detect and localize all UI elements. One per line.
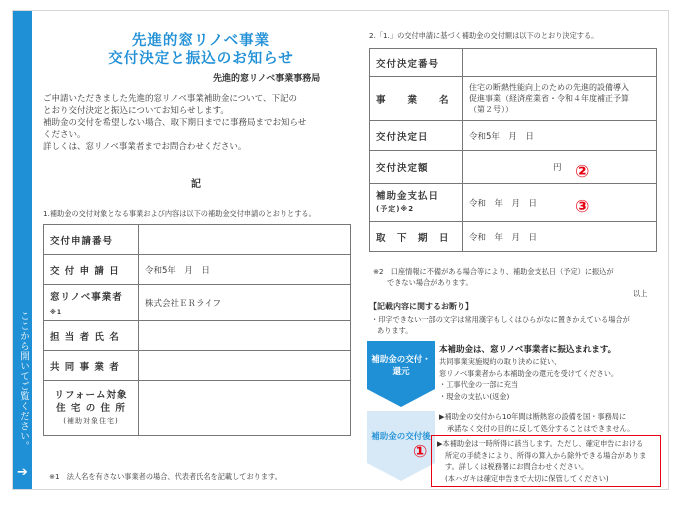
marker-1: ① (413, 442, 428, 462)
table-row: 取 下 期 日 令和 年 月 日 (370, 222, 657, 252)
box2-text-bottom: ▶本補助金は一時所得に該当します。ただし、確定申告における 所定の手続きにより、所得の算入から除外できる場合がありま す。詳しくは税務署にお問合わせください。 (本ハガキは確定申告まで大切に保管してください) (437, 439, 647, 483)
table-row: 補助金支払日 (予定)※2 令和 年 月 日 (370, 184, 657, 222)
box2-label: 補助金の交付後 (371, 432, 431, 442)
table-row: 交付申請番号 (44, 225, 351, 255)
box1-heading: 本補助金は、窓リノベ事業者に振込まれます。 (439, 345, 617, 355)
notice-text: ・印字できない一部の文字は常用漢字もしくはひらがなに置きかえている場合が あります。 (371, 315, 630, 335)
office-name: 先進的窓リノベ事業事務局 (213, 74, 321, 84)
table-row: 共 同 事 業 者 (44, 351, 351, 381)
marker-3: ③ (575, 197, 590, 217)
footnote-2: ※2 口座情報に不備がある場合等により、補助金支払日（予定）に振込が できない場合があります。 (373, 267, 614, 287)
grant-table (369, 48, 657, 252)
table-row: 事 業 名 住宅の断熱性能向上のための先進的設備導入 促進事業（経済産業省・令和４年度補正予算 （第２号）） (370, 77, 657, 121)
table-row: 窓リノベ事業者$_{※1}$ 株式会社ＥＲライフ (44, 285, 351, 321)
application-table (43, 224, 351, 436)
side-open-instruction: ここから開いてご覧ください。 (18, 311, 29, 451)
table-row: 交付決定額 円 (370, 151, 657, 184)
table-row: リフォーム対象 住 宅 の 住 所 (補助対象住宅) (44, 381, 351, 436)
footnote-1: ※1 法人名を有さない事業者の場合、代表者氏名を記載しております。 (49, 472, 282, 481)
arrow-right-icon: ➔ (17, 465, 28, 480)
section-1-heading: 1.補助金の交付対象となる事業および内容は以下の補助金交付申請のとおりとする。 (43, 209, 316, 218)
table-row: 交付決定番号 (370, 49, 657, 77)
table-row: 交 付 申 請 日 令和5年 月 日 (44, 255, 351, 285)
intro-text: ご申請いただきました先進的窓リノベ事業補助金について、下記の とおり交付決定と振込についてお知らせします。 補助金の交付を希望しない場合、取下期日までに事務局までお知らせ ください。 詳しくは、窓リノベ事業者までお問合わせください。 (43, 94, 307, 152)
box1-label: 補助金の交付・還元 (371, 355, 431, 377)
ijo-text: 以上 (633, 289, 648, 298)
notice-heading: 【記載内容に関するお断り】 (369, 302, 473, 311)
ki-heading: 記 (191, 179, 201, 190)
table-row: 交付決定日 令和5年 月 日 (370, 121, 657, 151)
table-row: 担 当 者 氏 名 (44, 321, 351, 351)
box1-text: 共同事業実施規約の取り決めに従い、 窓リノベ事業者から本補助金の還元を受けてください。 ・工事代金の一部に充当 ・現金の支払い(返金) (439, 357, 619, 401)
title-line-1: 先進的窓リノベ事業 (131, 33, 271, 49)
title-line-2: 交付決定と振込のお知らせ (108, 51, 294, 67)
section-2-heading: 2.「1.」の交付申請に基づく補助金の交付額は以下のとおり決定する。 (369, 31, 599, 40)
box2-text-top: ▶補助金の交付から10年間は断熱窓の設備を国・事務局に 承諾なく交付の目的に反して処分することはできません。 (439, 412, 635, 433)
notice-card (12, 10, 669, 490)
marker-2: ② (575, 162, 590, 182)
